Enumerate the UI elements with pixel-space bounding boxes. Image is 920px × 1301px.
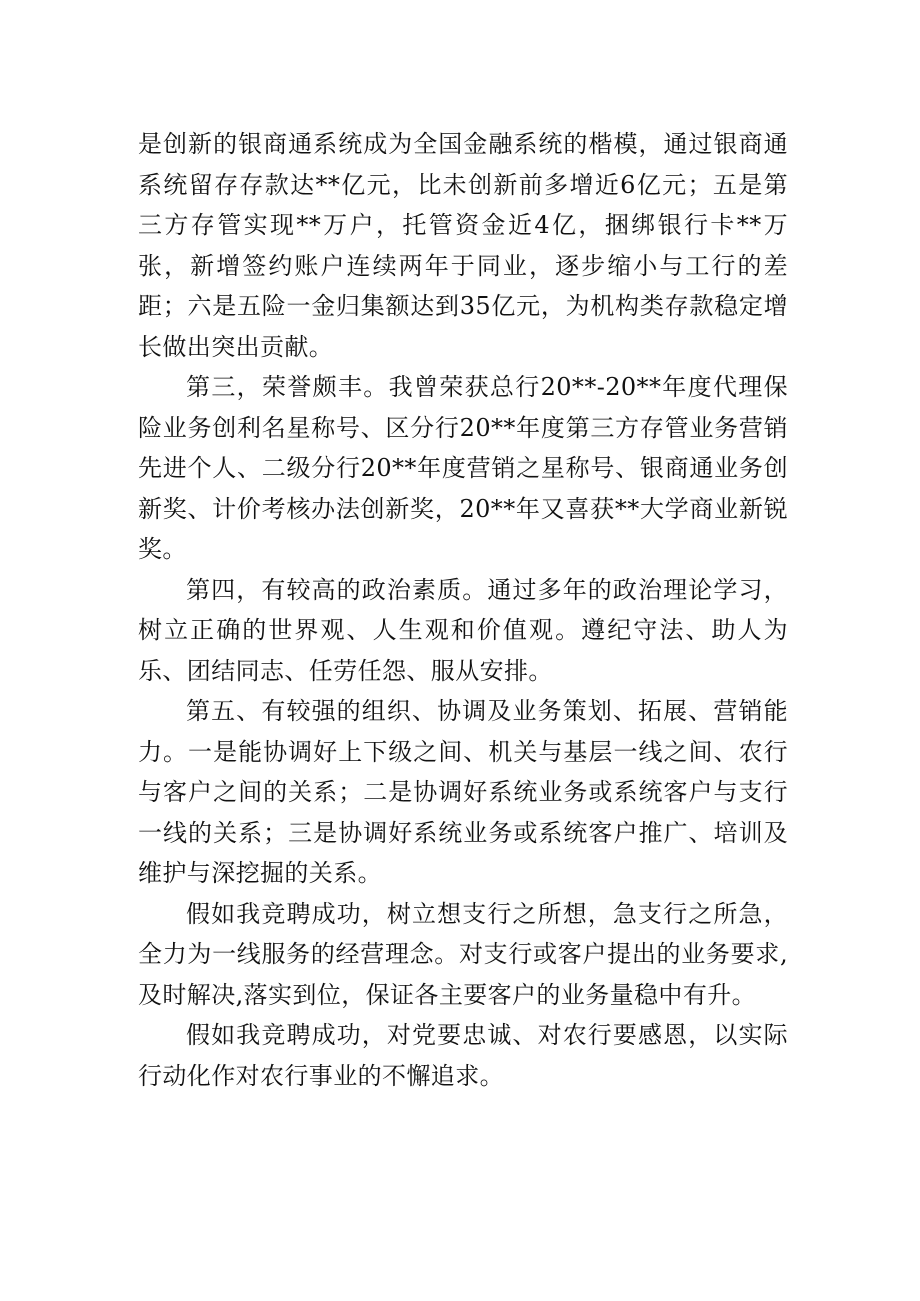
paragraph-political-quality: 第四，有较高的政治素质。通过多年的政治理论学习，树立正确的世界观、人生观和价值观。遵纪守法、助人为乐、团结同志、任劳任怨、服从安排。 bbox=[138, 575, 788, 685]
paragraph-honors: 第三，荣誉颇丰。我曾荣获总行20**-20**年度代理保险业务创利名星称号、区分行20**年度第三方存管业务营销先进个人、二级分行20**年度营销之星称号、银商通业务创新奖、计价考核办法创新奖，20**年又喜获**大学商业新锐奖。 bbox=[138, 373, 788, 563]
paragraph-pledge-service: 假如我竞聘成功，树立想支行之所想，急支行之所急，全力为一线服务的经营理念。对支行或客户提出的业务要求,及时解决,落实到位，保证各主要客户的业务量稳中有升。 bbox=[138, 899, 788, 1009]
paragraph-organization-ability: 第五、有较强的组织、协调及业务策划、拓展、营销能力。一是能协调好上下级之间、机关与基层一线之间、农行与客户之间的关系；二是协调好系统业务或系统客户与支行一线的关系；三是协调好系统业务或系统客户推广、培训及维护与深挖掘的关系。 bbox=[138, 697, 788, 887]
document-page bbox=[138, 124, 788, 1096]
paragraph-achievements-continued: 是创新的银商通系统成为全国金融系统的楷模，通过银商通系统留存存款达**亿元，比未创新前多增近6亿元；五是第三方存管实现**万户，托管资金近4亿，捆绑银行卡**万张，新增签约账户连续两年于同业，逐步缩小与工行的差距；六是五险一金归集额达到35亿元，为机构类存款稳定增长做出突出贡献。 bbox=[138, 130, 788, 361]
paragraph-pledge-loyalty: 假如我竞聘成功，对党要忠诚、对农行要感恩，以实际行动化作对农行事业的不懈追求。 bbox=[138, 1021, 788, 1090]
